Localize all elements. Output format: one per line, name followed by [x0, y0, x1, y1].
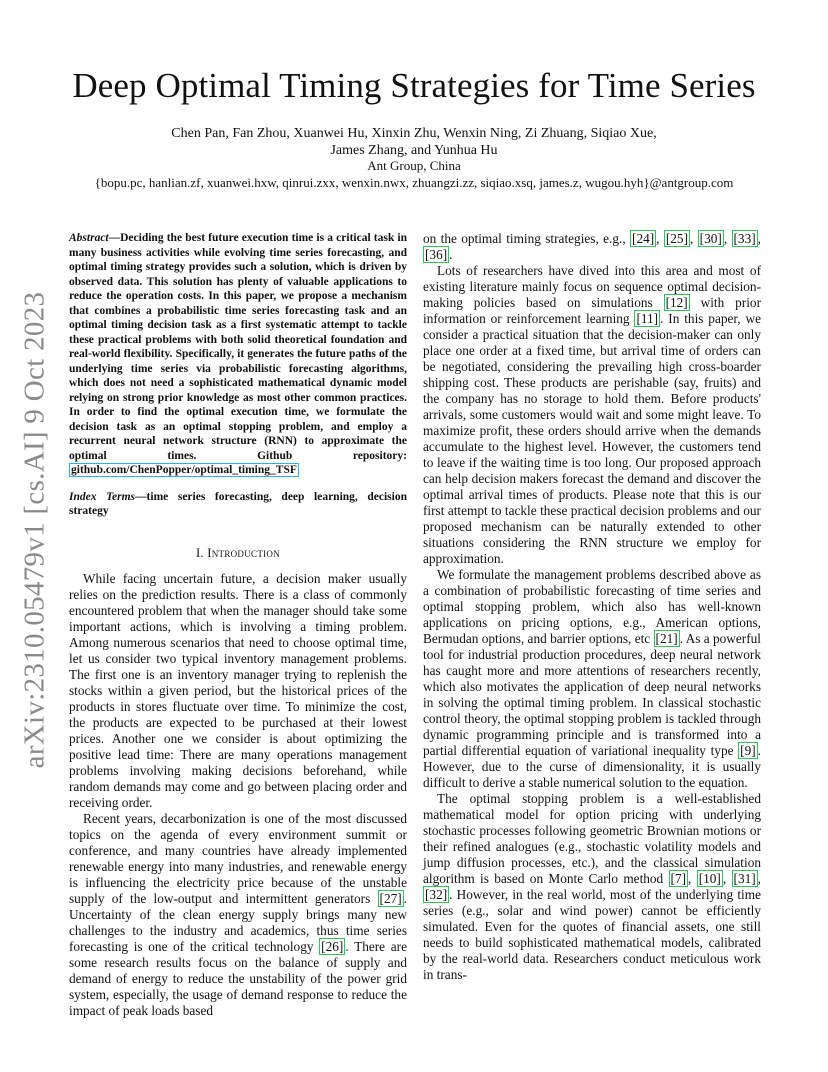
citation-link[interactable]: [10] — [698, 871, 721, 886]
citation-link[interactable]: [31] — [733, 871, 756, 886]
paper-title: Deep Optimal Timing Strategies for Time Series — [72, 66, 756, 105]
citation-link[interactable]: [30] — [699, 231, 722, 246]
affiliation: Ant Group, China — [367, 158, 461, 173]
citation-link[interactable]: [24] — [632, 231, 655, 246]
text-run: Lots of researchers have dived into this area and most of existing literature mainly focus on sequence optimal decision-making policies based on simulations — [423, 263, 761, 310]
citation-link[interactable]: [32] — [425, 887, 448, 902]
right-column — [423, 231, 761, 983]
text-run: . However, due to the curse of dimensionality, it is usually difficult to derive a stable numerical solution to the equation. — [423, 743, 761, 790]
arxiv-identifier: arXiv:2310.05479v1 [cs.AI] 9 Oct 2023 — [18, 291, 51, 769]
citation-link[interactable]: [36] — [425, 247, 448, 262]
abstract-text: —Deciding the best future execution time is a critical task in many business activities while evolving time series forecasting, and optimal timing strategy provides such a solution, which is driven by observed data. This solution has plenty of valuable applications to reduce the operation costs. In this paper, we propose a mechanism that combines a probabilistic time series forecasting task and an optimal timing decision task as a first systematic attempt to tackle these practical problems with both solid theoretical foundation and real-world flexibility. Specifically, it generates the future paths of the underlying time series via probabilistic forecasting algorithms, which does not need a sophisticated mathematical dynamic model relying on strong prior knowledge as most other common practices. In order to find the optimal execution time, we formulate the decision task as an optimal stopping problem, and employ a recurrent neural network structure (RNN) to approximate the optimal times. Github repository: — [69, 232, 407, 462]
index-terms-label: Index Terms — [69, 490, 136, 503]
intro-paragraph-5: The optimal stopping problem is a well-established mathematical model for option pricing with underlying stochastic processes following geometric Brownian motions or their refined analogues (e.g., stochastic volatility models and jump diffusion processes, etc.), and the classical simulation algorithm is based on Monte Carlo method [7] , [10] , [31] , [32] . However, in the real world, most of the underlying time series (e.g., solar and wind power) cannot be efficiently simulated. Even for the quotes of financial assets, one still needs to build sophisticated mathematical models, calibrated by the real-world data. Researchers conduct meticulous work in trans- — [423, 791, 761, 982]
abstract — [69, 231, 407, 478]
text-run: on the optimal timing strategies, e.g., — [423, 231, 631, 246]
text-run: . Uncertainty of the clean energy supply brings many new challenges to the industry and academics, thus time series forecasting is one of the critical technology — [69, 890, 407, 954]
intro-paragraph-1: While facing uncertain future, a decision maker usually relies on the prediction results. There is a class of commonly encountered problem that when the manager should take some important actions, which is involving a timing problem. Among numerous scenarios that need to choose optimal time, let us consider two typical inventory management problems. The first one is an inventory manager trying to replenish the stocks within a given period, but the historical prices of the products in stores fluctuate over time. To minimize the cost, the products are expected to be purchased at their lowest prices. Another one we consider is about optimizing the positive lead time: There are many operations management problems involving making decisions beforehand, while random demands may come and go between placing order and receiving order. — [69, 570, 407, 810]
text-run: . However, in the real world, most of the underlying time series (e.g., solar and wind power) cannot be efficiently simulated. Even for the quotes of financial assets, one still needs to build sophisticated mathematical models, calibrated by the real-world data. Researchers conduct meticulous work in trans- — [423, 887, 761, 982]
authors-line-2: James Zhang, and Yunhua Hu — [330, 143, 498, 158]
text-run: . As a powerful tool for industrial production procedures, deep neural network has caught more and more attentions of researchers recently, which also motivates the application of deep neural networks in solving the optimal timing problem. In classical stochastic control theory, the optimal stopping problem is tackled through dynamic programming principle and is transformed into a partial differential equation of variational inequality type — [423, 631, 761, 758]
intro-paragraph-4 — [423, 567, 761, 791]
continued-paragraph: on the optimal timing strategies, e.g., [24] , [25] , [30] , [33] , [36] . — [423, 231, 761, 262]
index-terms — [69, 490, 407, 519]
citation-link[interactable]: [21] — [655, 631, 678, 646]
authors-line-1: Chen Pan, Fan Zhou, Xuanwei Hu, Xinxin Zhu, Wenxin Ning, Zi Zhuang, Siqiao Xue, — [171, 126, 657, 141]
author-emails: {bopu.pc, hanlian.zf, xuanwei.hxw, qinrui.zxx, wenxin.nwx, zhuangzi.zz, siqiao.xsq, james.z, wugou.hyh}@antgroup.com — [94, 175, 734, 190]
index-terms-text: —time series forecasting, deep learning, decision strategy — [69, 490, 407, 517]
author-list — [100, 125, 728, 159]
intro-paragraph-3 — [423, 263, 761, 567]
citation-link[interactable]: [12] — [665, 295, 688, 310]
text-run: . There are some research results focus on the balance of supply and demand of energy to reduce the unstability of the power grid system, especially, the usage of demand response to reduce the impact of peak loads based — [69, 938, 407, 1018]
text-run: Recent years, decarbonization is one of the most discussed topics on the agenda of every environment summit or conference, and many countries have already implemented renewable energy into many industries, and renewable energy is influencing the electricity price because of the unstable supply of the low-output and intermittent generators — [69, 810, 407, 906]
citation-link[interactable]: [11] — [636, 311, 659, 326]
citation-link[interactable]: [25] — [665, 231, 688, 246]
citation-link[interactable]: [26] — [321, 938, 344, 954]
text-run: We formulate the management problems described above as a combination of probabilistic forecasting of time series and optimal stopping problem, which also has well-known applications on pricing options, e.g., American options, Bermudan options, and barrier options, etc — [423, 567, 761, 646]
text-run: . In this paper, we consider a practical situation that the decision-maker can only place one order at a fixed time, but arrival time of orders can be negotiated, considering the prevailing high cross-boarder shipping cost. These products are perishable (say, fruits) and the company has no storage to hold them. Before products' arrivals, some customers would wait and some might leave. To maximize profit, these orders should arrive when the demands accumulate to the highest level. However, the customers tend to leave if the waiting time is too long. Our proposed approach can help decision makers forecast the demand and discover the optimal arrival times of products. Please note that this is our first attempt to tackle these practical decision problems and our proposed mechanism can be naturally extended to other situations considering the RNN structure we employ for approximation. — [423, 311, 761, 566]
text-run: The optimal stopping problem is a well-established mathematical model for option pricing with underlying stochastic processes following geometric Brownian motions or their refined analogues (e.g., stochastic volatility models and jump diffusion processes, etc.), and the classical simulation algorithm is based on Monte Carlo method — [423, 791, 761, 886]
section-heading-introduction: I. Introduction — [195, 545, 281, 560]
text-run: with prior information or reinforcement learning — [423, 295, 761, 326]
github-repo-link[interactable]: github.com/ChenPopper/optimal_timing_TSF — [71, 464, 297, 476]
arxiv-sidebar-stamp — [10, 291, 60, 769]
abstract-label: Abstract — [69, 232, 109, 244]
left-column — [69, 231, 407, 1019]
citation-link[interactable]: [9] — [740, 743, 756, 758]
citation-link[interactable]: [7] — [670, 871, 687, 886]
citation-link[interactable]: [27] — [379, 890, 402, 906]
citation-link[interactable]: [33] — [733, 231, 756, 246]
intro-paragraph-2 — [69, 811, 407, 1019]
